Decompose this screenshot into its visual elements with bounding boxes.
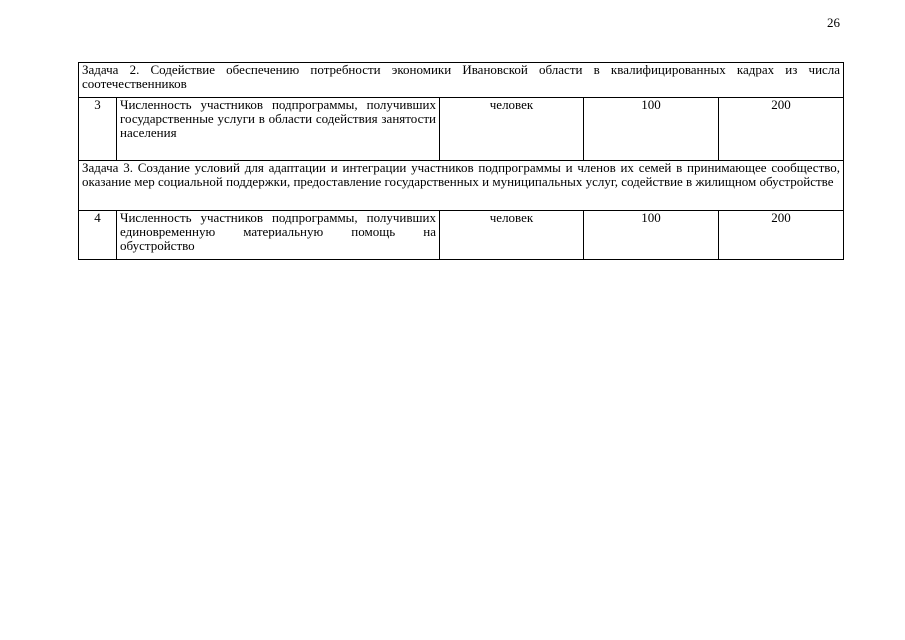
page-number: 26 [827, 15, 840, 30]
task-3-row [79, 161, 844, 211]
value-cell-2: 200 [719, 211, 844, 260]
table-row [79, 98, 844, 161]
task-3-text: Задача 3. Создание условий для адаптации и интеграции участников подпрограммы и членов их семей в принимающее сообщество, оказание мер социальной поддержки, предоставление государственных и муниципальных услуг, содействие в жилищном обустройстве [79, 161, 844, 211]
value-cell-1: 100 [584, 211, 719, 260]
row-number: 4 [79, 211, 117, 260]
value-cell-2: 200 [719, 98, 844, 161]
unit-cell: человек [440, 211, 584, 260]
indicator-name: Численность участников подпрограммы, получивших государственные услуги в области содействия занятости населения [117, 98, 440, 161]
unit-cell: человек [440, 98, 584, 161]
indicator-name: Численность участников подпрограммы, получивших единовременную материальную помощь на обустройство [117, 211, 440, 260]
table-row [79, 211, 844, 260]
task-2-row [79, 63, 844, 98]
row-number: 3 [79, 98, 117, 161]
indicators-table [78, 62, 844, 260]
task-2-text: Задача 2. Содействие обеспечению потребности экономики Ивановской области в квалифицированных кадрах из числа соотечественников [79, 63, 844, 98]
value-cell-1: 100 [584, 98, 719, 161]
